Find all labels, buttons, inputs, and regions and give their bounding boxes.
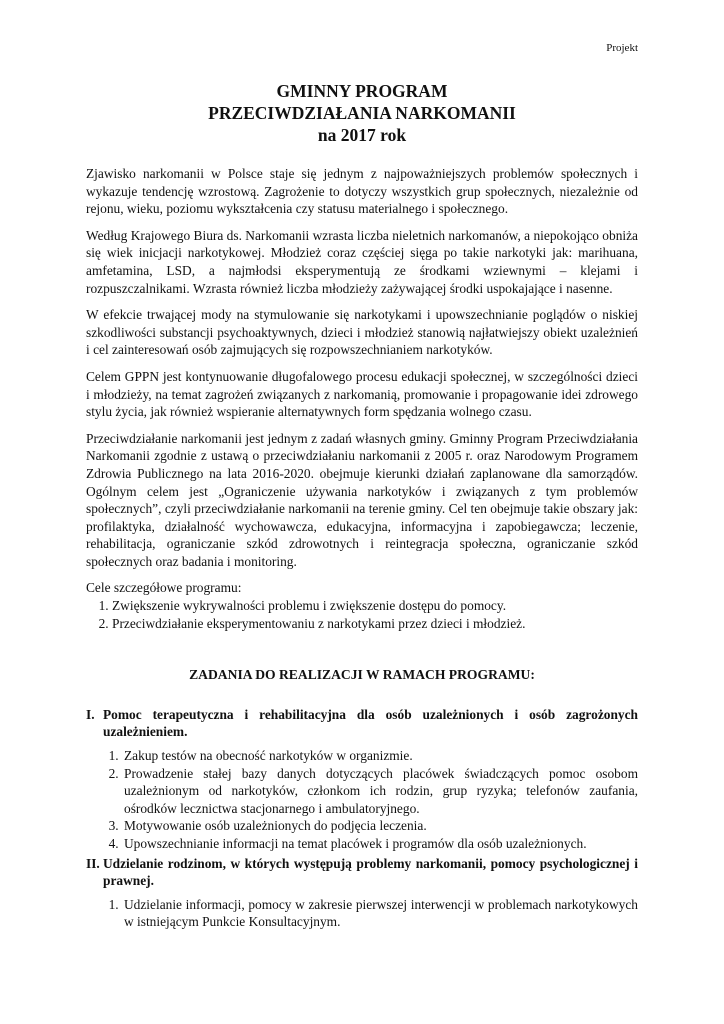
title-line-2: PRZECIWDZIAŁANIA NARKOMANII [208, 103, 516, 123]
task-item: 1. Zakup testów na obecność narkotyków w organizmie. [122, 747, 638, 765]
section-number: I. [86, 706, 95, 722]
goals-label: Cele szczegółowe programu: [86, 580, 242, 596]
task-section-2 [86, 855, 638, 931]
paragraph-goal: Celem GPPN jest kontynuowanie długofalowego procesu edukacji społecznej, w szczególności dzieci i młodzieży, na temat zagrożeń związanych z narkomanią, promowanie i propagowanie idei zdrowego stylu życia, jak również wspieranie alternatywnych form spędzania wolnego czasu. [86, 368, 638, 420]
title-line-1: GMINNY PROGRAM [276, 81, 448, 101]
paragraph-legal-basis: Przeciwdziałanie narkomanii jest jednym z zadań własnych gminy. Gminny Program Przeciwdziałania Narkomanii zgodnie z ustawą o przeciwdziałaniu narkomanii z 2005 r. oraz Narodowym Programem Zdrowia Publicznego na lata 2016-2020. obejmuje kierunki działań zaplanowane dla samorządów. Ogólnym celem jest „Ograniczenie używania narkotyków i związanych z tym problemów społecznych”, czyli przeciwdziałanie narkomanii na terenie gminy. Cel ten obejmuje takie obszary jak: profilaktyka, działalność wychowawcza, edukacyjna, informacyjna i zapobiegawcza; leczenie, rehabilitacja, ograniczanie szkód zdrowotnych i reintegracja społeczna, ograniczanie szkód społecznych oraz badania i monitoring. [86, 430, 638, 569]
section-task-list [86, 747, 638, 853]
document-body [86, 165, 638, 933]
task-item: 4. Upowszechnianie informacji na temat placówek i programów dla osób uzależnionych. [122, 835, 638, 853]
projekt-label: Projekt [606, 42, 638, 54]
tasks-heading: ZADANIA DO REALIZACJI W RAMACH PROGRAMU: [189, 667, 535, 683]
goals-list [86, 597, 638, 632]
paragraph-fashion: W efekcie trwającej mody na stymulowanie się narkotykami i upowszechnianie poglądów o niskiej szkodliwości substancji psychoaktywnych, dzieci i młodzież stanowią najłatwiejszy obiekt uzależnień i cel zainteresowań osób zajmujących się rozpowszechnianiem narkotyków. [86, 307, 638, 358]
section-number: II. [86, 855, 100, 871]
task-item: 3. Motywowanie osób uzależnionych do podjęcia leczenia. [122, 817, 638, 835]
paragraph-statistics: Według Krajowego Biura ds. Narkomanii wzrasta liczba nieletnich narkomanów, a niepokojąco obniża się wiek inicjacji narkotykowej. Młodzież coraz częściej sięga po takie narkotyki jak: marihuana, amfetamina, LSD, a najmłodsi eksperymentują ze środkami wziewnymi – klejami i rozpuszczalnikami. Wzrasta również liczba młodzieży zażywającej środki uspokajające i nasenne. [86, 227, 638, 296]
document-title [0, 80, 724, 146]
section-task-list [86, 896, 638, 931]
task-item: 2. Prowadzenie stałej bazy danych dotyczących placówek świadczących pomoc osobom uzależnionym od narkotyków, członkom ich rodzin, grup ryzyka; telefonów zaufania, ośrodków lecznictwa stacjonarnego i ambulatoryjnego. [122, 765, 638, 818]
task-item: 1. Udzielanie informacji, pomocy w zakresie pierwszej interwencji w problemach narkotykowych w istniejącym Punkcie Konsultacyjnym. [122, 896, 638, 931]
section-title: Udzielanie rodzinom, w których występują problemy narkomanii, pomocy psychologicznej i prawnej. [103, 855, 638, 889]
title-line-3: na 2017 rok [317, 125, 407, 145]
task-section-1 [86, 706, 638, 853]
goal-item: 2. Przeciwdziałanie eksperymentowaniu z narkotykami przez dzieci i młodzież. [112, 615, 638, 633]
goal-item: 1. Zwiększenie wykrywalności problemu i zwiększenie dostępu do pomocy. [112, 597, 638, 615]
paragraph-intro: Zjawisko narkomanii w Polsce staje się jednym z najpoważniejszych problemów społecznych i wykazuje tendencję wzrostową. Zagrożenie to dotyczy wszystkich grup społecznych, niezależnie od rejonu, wieku, poziomu wykształcenia czy statusu materialnego i społecznego. [86, 166, 638, 217]
section-title: Pomoc terapeutyczna i rehabilitacyjna dla osób uzależnionych i osób zagrożonych uzależnieniem. [103, 706, 638, 740]
